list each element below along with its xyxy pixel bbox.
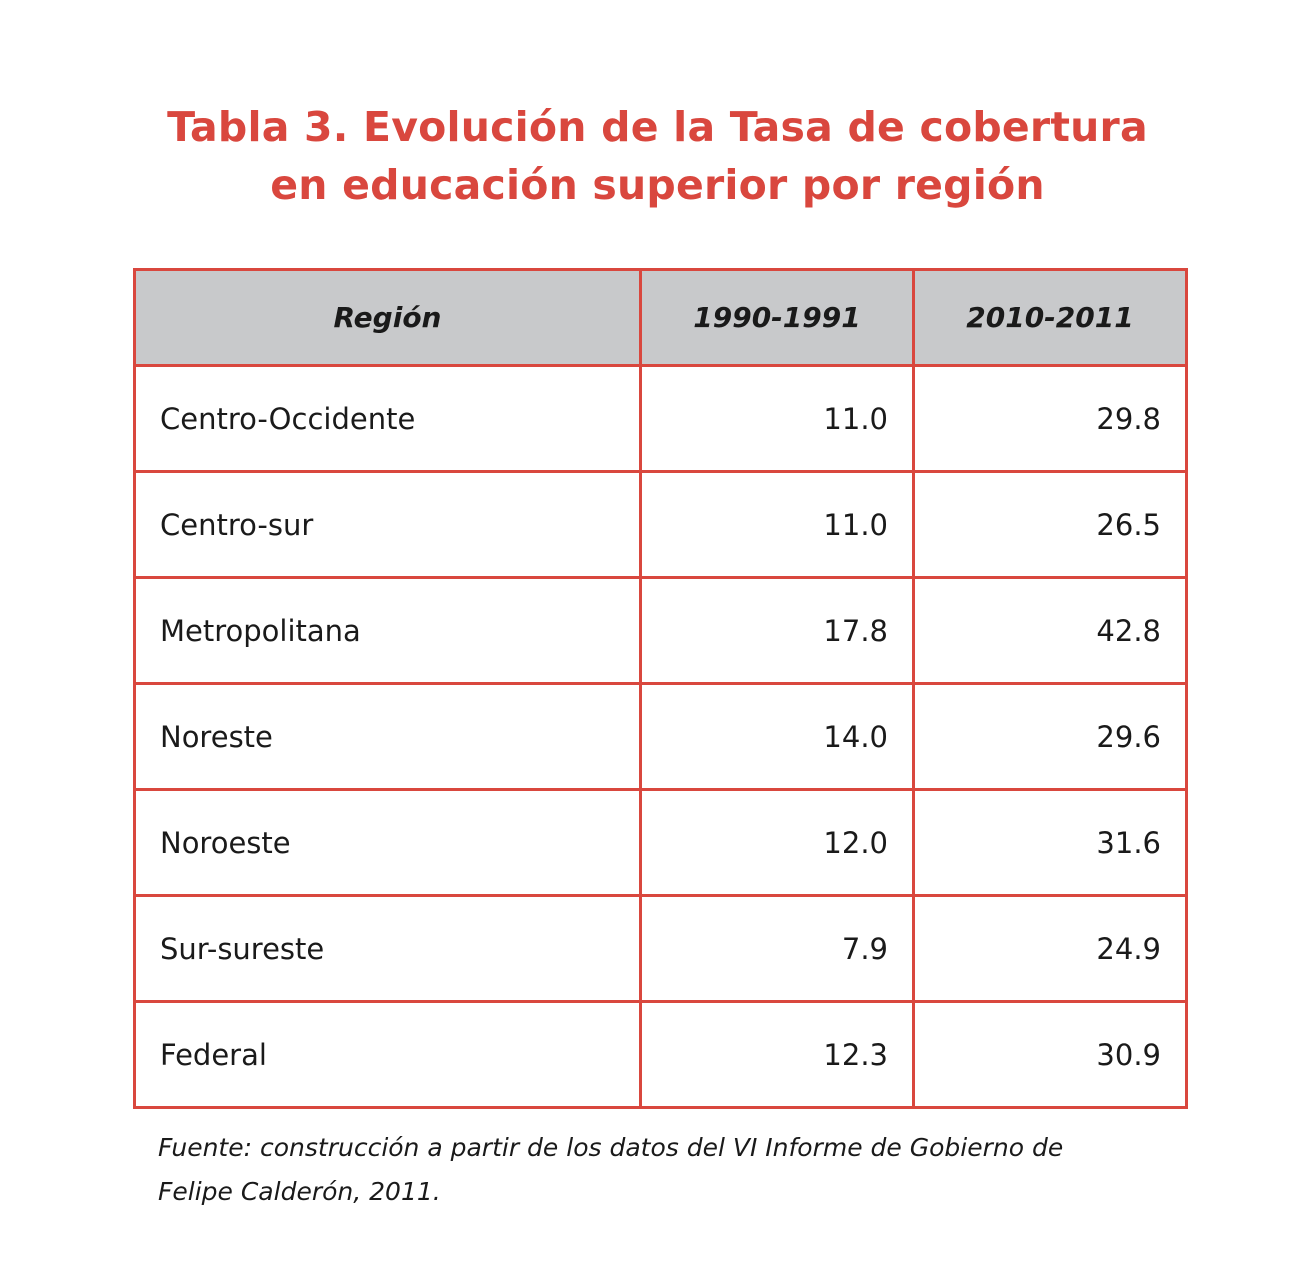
table-row bbox=[135, 472, 1187, 578]
value-1990-cell: 12.3 bbox=[641, 1002, 914, 1108]
region-cell: Noroeste bbox=[135, 790, 641, 896]
value-1990-cell: 11.0 bbox=[641, 366, 914, 472]
value-1990-cell: 7.9 bbox=[641, 896, 914, 1002]
coverage-table bbox=[133, 268, 1188, 1109]
table-row bbox=[135, 896, 1187, 1002]
source-note-line-1: Fuente: construcción a partir de los datos del VI Informe de Gobierno de bbox=[158, 1133, 1064, 1162]
value-2010-cell: 29.8 bbox=[914, 366, 1187, 472]
table-row bbox=[135, 684, 1187, 790]
header-region: Región bbox=[135, 270, 641, 366]
value-2010-cell: 30.9 bbox=[914, 1002, 1187, 1108]
table-row bbox=[135, 578, 1187, 684]
value-2010-cell: 26.5 bbox=[914, 472, 1187, 578]
source-note bbox=[158, 1126, 1158, 1214]
value-2010-cell: 29.6 bbox=[914, 684, 1187, 790]
table-title bbox=[0, 98, 1315, 214]
region-cell: Centro-sur bbox=[135, 472, 641, 578]
header-row bbox=[135, 270, 1187, 366]
value-1990-cell: 14.0 bbox=[641, 684, 914, 790]
table-title-line-2: en educación superior por región bbox=[270, 161, 1045, 209]
value-2010-cell: 31.6 bbox=[914, 790, 1187, 896]
value-2010-cell: 42.8 bbox=[914, 578, 1187, 684]
value-1990-cell: 12.0 bbox=[641, 790, 914, 896]
region-cell: Metropolitana bbox=[135, 578, 641, 684]
table-row bbox=[135, 366, 1187, 472]
table-row bbox=[135, 790, 1187, 896]
value-2010-cell: 24.9 bbox=[914, 896, 1187, 1002]
value-1990-cell: 17.8 bbox=[641, 578, 914, 684]
header-2010-2011: 2010-2011 bbox=[914, 270, 1187, 366]
header-1990-1991: 1990-1991 bbox=[641, 270, 914, 366]
region-cell: Noreste bbox=[135, 684, 641, 790]
value-1990-cell: 11.0 bbox=[641, 472, 914, 578]
table-row bbox=[135, 1002, 1187, 1108]
region-cell: Federal bbox=[135, 1002, 641, 1108]
region-cell: Sur-sureste bbox=[135, 896, 641, 1002]
table-title-line-1: Tabla 3. Evolución de la Tasa de cobertura bbox=[167, 103, 1148, 151]
region-cell: Centro-Occidente bbox=[135, 366, 641, 472]
source-note-line-2: Felipe Calderón, 2011. bbox=[158, 1177, 441, 1206]
